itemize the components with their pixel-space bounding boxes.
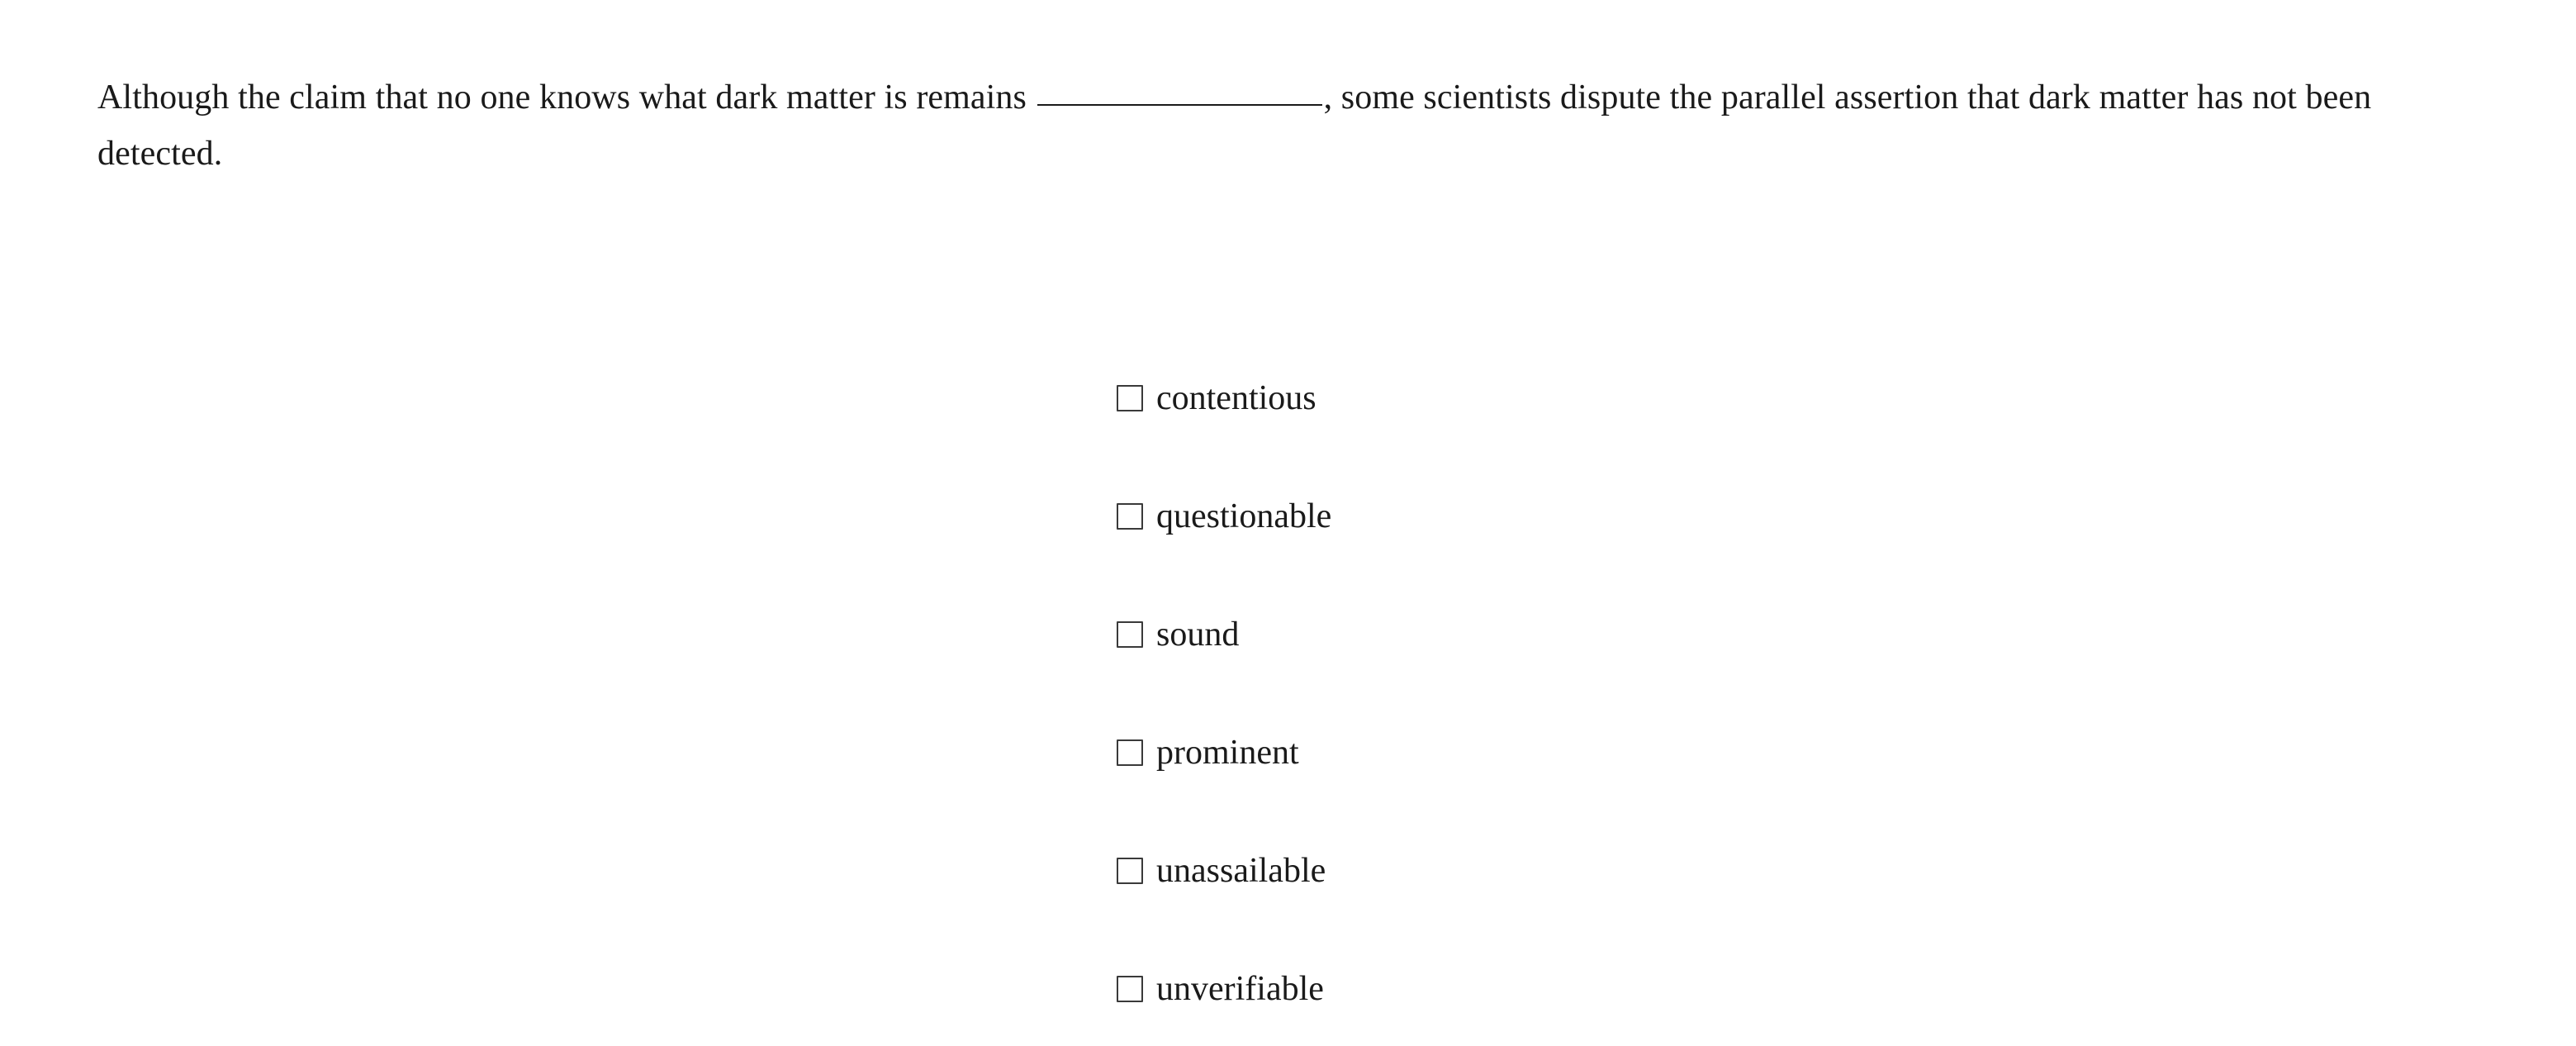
question-stem: [97, 69, 2468, 182]
checkbox-icon[interactable]: [1117, 739, 1143, 766]
option-row[interactable]: [1117, 369, 1860, 427]
answer-options-list: [1117, 369, 1860, 1018]
option-row[interactable]: [1117, 606, 1860, 663]
option-label[interactable]: unverifiable: [1156, 970, 1324, 1008]
option-row[interactable]: [1117, 724, 1860, 782]
checkbox-icon[interactable]: [1117, 385, 1143, 411]
answer-blank: [1037, 103, 1322, 106]
option-label[interactable]: sound: [1156, 616, 1240, 654]
checkbox-icon[interactable]: [1117, 503, 1143, 530]
option-label[interactable]: unassailable: [1156, 852, 1326, 890]
option-row[interactable]: [1117, 487, 1860, 545]
option-label[interactable]: prominent: [1156, 734, 1299, 772]
option-row[interactable]: [1117, 960, 1860, 1018]
option-row[interactable]: [1117, 842, 1860, 900]
checkbox-icon[interactable]: [1117, 858, 1143, 884]
checkbox-icon[interactable]: [1117, 621, 1143, 648]
option-label[interactable]: contentious: [1156, 379, 1316, 417]
option-label[interactable]: questionable: [1156, 497, 1332, 535]
checkbox-icon[interactable]: [1117, 976, 1143, 1002]
question-text-after-blank: , some scientists dispute the parallel assertion that dark matter has not been detected.: [97, 78, 2372, 174]
question-text-before-blank: Although the claim that no one knows what dark matter is remains: [97, 78, 1036, 116]
